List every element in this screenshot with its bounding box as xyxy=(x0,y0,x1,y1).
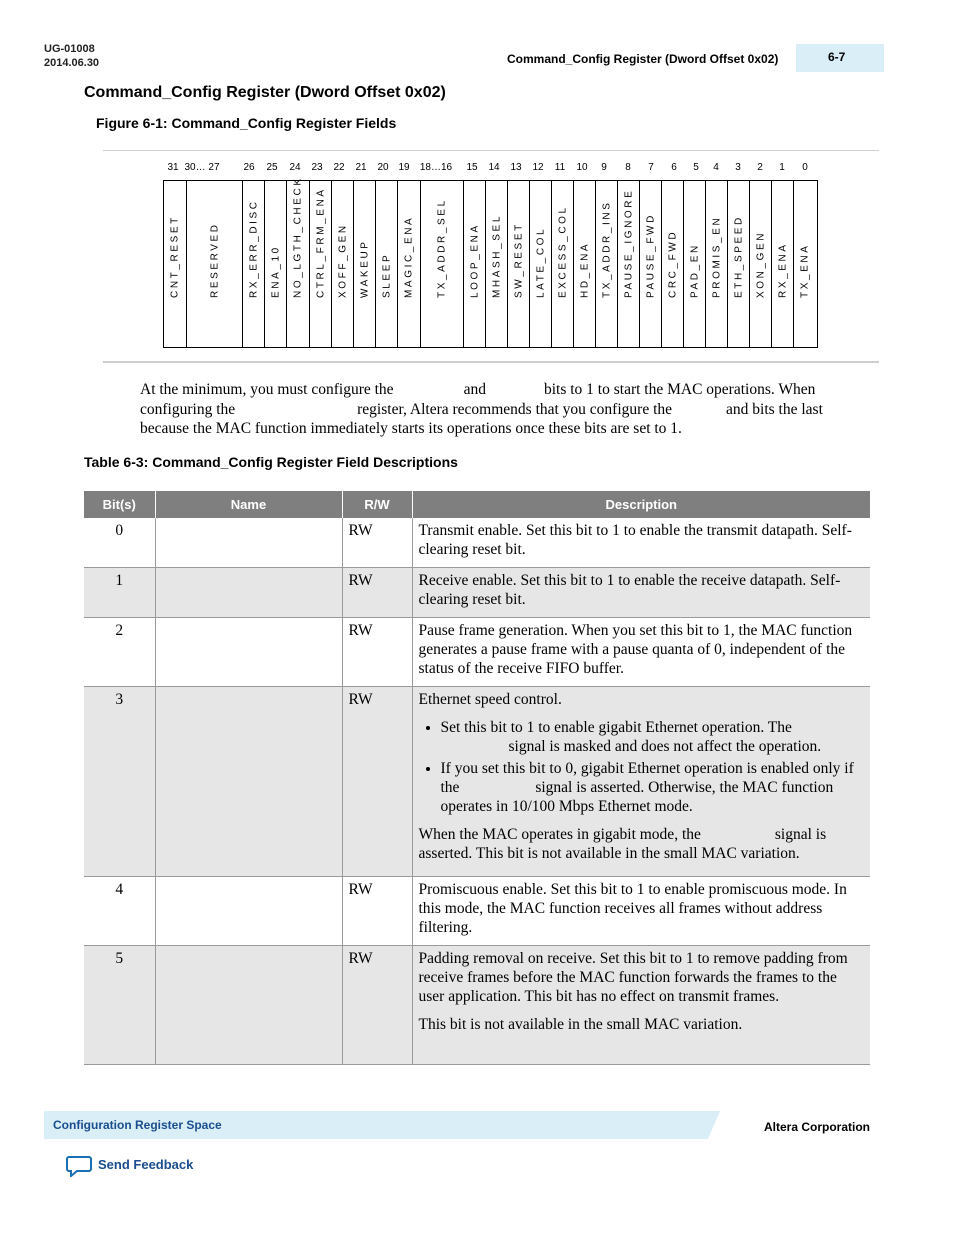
register-field-label: PAUSE_FWD xyxy=(645,213,656,298)
bullet-text: If you set this bit to 0, gigabit Ethernet operation is enabled only if the xyxy=(440,760,854,796)
register-field xyxy=(727,181,749,347)
register-field-label: TX_ADDR_SEL xyxy=(436,198,448,298)
bullet-text: Set this bit to 1 to enable gigabit Ethernet operation. The xyxy=(440,719,792,736)
bit-number: 12 xyxy=(532,162,544,173)
cell-name xyxy=(155,877,342,946)
cell-rw: RW xyxy=(342,518,412,568)
send-feedback-label[interactable]: Send Feedback xyxy=(98,1157,194,1172)
table-row xyxy=(84,618,870,687)
register-field-label: MHASH_SEL xyxy=(491,214,502,298)
bit-number: 5 xyxy=(693,162,699,173)
col-header-description: Description xyxy=(412,491,870,518)
cell-bit: 2 xyxy=(84,618,155,687)
register-field-label: TX_ADDR_INS xyxy=(601,200,612,298)
footer-company: Altera Corporation xyxy=(764,1120,871,1134)
table-row xyxy=(84,877,870,946)
register-field-label: EXCESS_COL xyxy=(557,205,568,298)
description-text: Transmit enable. Set this bit to 1 to enable the transmit datapath. Self-clearing reset bit. xyxy=(418,522,852,558)
bit-number: 20 xyxy=(377,162,389,173)
bit-number: 26 xyxy=(243,162,255,173)
bit-number: 25 xyxy=(266,162,278,173)
register-field xyxy=(617,181,639,347)
cell-description xyxy=(412,618,870,687)
bit-number: 19 xyxy=(398,162,410,173)
register-field-label: LOOP_ENA xyxy=(469,223,480,298)
register-field xyxy=(186,181,242,347)
description-text: Pause frame generation. When you set this bit to 1, the MAC function generates a pause frame with a pause quanta of 0, independent of the status of the receive FIFO buffer. xyxy=(418,622,853,677)
bit-number: 14 xyxy=(488,162,500,173)
register-field xyxy=(771,181,793,347)
register-field xyxy=(595,181,617,347)
register-diagram xyxy=(163,176,818,348)
tail-text: When the MAC operates in gigabit mode, the xyxy=(418,826,701,843)
cell-rw: RW xyxy=(342,877,412,946)
field-description-table xyxy=(84,491,870,1065)
register-field-label: RX_ENA xyxy=(777,242,788,298)
register-field-label: XOFF_GEN xyxy=(337,223,348,298)
register-field-label: MAGIC_ENA xyxy=(403,215,415,298)
register-field-label: CNT_RESET xyxy=(169,215,181,298)
register-field-label: CTRL_FRM_ENA xyxy=(315,187,326,298)
cell-rw: RW xyxy=(342,946,412,1065)
bit-number: 18…16 xyxy=(419,162,453,173)
bit-number: 10 xyxy=(576,162,588,173)
bit-number: 22 xyxy=(333,162,345,173)
bit-number: 2 xyxy=(757,162,763,173)
cell-bit: 4 xyxy=(84,877,155,946)
running-header-title: Command_Config Register (Dword Offset 0x02) xyxy=(507,52,779,66)
description-text: This bit is not available in the small MAC variation. xyxy=(418,1016,743,1033)
register-field xyxy=(683,181,705,347)
register-field xyxy=(331,181,353,347)
table-header-row xyxy=(84,491,870,518)
register-field-label: NO_LGTH_CHECK xyxy=(292,176,304,298)
para-text-5: register, Altera recommends that you configure the xyxy=(357,400,673,418)
register-field xyxy=(397,181,420,347)
bit-number: 24 xyxy=(289,162,301,173)
register-field xyxy=(749,181,771,347)
para-text-4: configuring the xyxy=(140,400,236,418)
cell-bit: 1 xyxy=(84,568,155,618)
register-field-label: ETH_SPEED xyxy=(733,215,744,298)
para-text-3: bits to 1 to start the MAC operations. When xyxy=(543,381,816,398)
doc-id: UG-01008 xyxy=(44,43,95,55)
intro-paragraph xyxy=(140,380,875,439)
register-field xyxy=(420,181,463,347)
bullet-text: signal is asserted. Otherwise, the MAC function operates in 10/100 Mbps Ethernet mode. xyxy=(440,779,834,815)
para-text-1: At the minimum, you must configure the xyxy=(140,381,394,398)
cell-name xyxy=(155,568,342,618)
para-text-6: and xyxy=(726,400,749,418)
register-field-label: HD_ENA xyxy=(579,241,590,298)
table-row xyxy=(84,946,870,1065)
bit-number: 9 xyxy=(601,162,607,173)
footer-section-label[interactable]: Configuration Register Space xyxy=(53,1118,222,1132)
register-field xyxy=(661,181,683,347)
register-field xyxy=(242,181,264,347)
register-field xyxy=(639,181,661,347)
description-text: Promiscuous enable. Set this bit to 1 to enable promiscuous mode. In this mode, the MAC function receives all frames without address filtering. xyxy=(418,881,847,936)
bit-number: 30… 27 xyxy=(184,162,220,173)
register-field xyxy=(264,181,286,347)
register-field-label: PAUSE_IGNORE xyxy=(623,188,634,298)
bit-number: 7 xyxy=(648,162,654,173)
description-intro: Ethernet speed control. xyxy=(418,691,562,708)
register-field-label: SW_RESET xyxy=(513,222,524,298)
cell-name xyxy=(155,618,342,687)
description-tail xyxy=(419,825,865,863)
register-field xyxy=(286,176,309,347)
table-title: Table 6-3: Command_Config Register Field Descriptions xyxy=(84,454,458,470)
bit-number: 0 xyxy=(802,162,808,173)
bit-number-row xyxy=(162,162,822,176)
register-field xyxy=(551,181,573,347)
description-text: Padding removal on receive. Set this bit to 1 to remove padding from receive frames before the MAC function forwards the frames to the user application. This bit has no effect on transmit frames. xyxy=(418,950,848,1005)
register-field xyxy=(463,181,485,347)
register-field-label: WAKEUP xyxy=(359,239,370,298)
figure-bottom-rule xyxy=(103,361,879,363)
register-field-label: LATE_COL xyxy=(535,226,546,298)
footer-section-band xyxy=(44,1111,720,1139)
bullet-item xyxy=(441,718,865,756)
cell-bit: 3 xyxy=(84,687,155,877)
register-field xyxy=(353,181,375,347)
cell-rw: RW xyxy=(342,687,412,877)
page-number-tab xyxy=(796,44,884,72)
cell-description xyxy=(412,568,870,618)
register-field xyxy=(485,181,507,347)
page-number: 6-7 xyxy=(828,50,846,64)
bullet-text: signal is masked and does not affect the operation. xyxy=(508,738,822,755)
bit-number: 21 xyxy=(355,162,367,173)
bit-number: 11 xyxy=(554,162,566,173)
cell-name xyxy=(155,687,342,877)
cell-rw: RW xyxy=(342,568,412,618)
cell-description xyxy=(412,946,870,1065)
bit-number: 8 xyxy=(625,162,631,173)
cell-bit: 0 xyxy=(84,518,155,568)
register-field-label: CRC_FWD xyxy=(667,229,678,298)
bit-number: 1 xyxy=(779,162,785,173)
para-text-2: and xyxy=(463,381,486,398)
table-row xyxy=(84,687,870,877)
table-row xyxy=(84,568,870,618)
register-field xyxy=(793,181,815,347)
cell-description xyxy=(412,877,870,946)
cell-bit: 5 xyxy=(84,946,155,1065)
description-bullets xyxy=(419,718,865,816)
speech-bubble-icon xyxy=(66,1155,92,1177)
bit-number: 13 xyxy=(510,162,522,173)
register-field xyxy=(705,181,727,347)
register-field-label: PROMIS_EN xyxy=(711,215,722,298)
cell-name xyxy=(155,518,342,568)
col-header-bits: Bit(s) xyxy=(84,491,155,518)
doc-date: 2014.06.30 xyxy=(44,57,100,69)
cell-description xyxy=(412,687,870,877)
register-field-label: RESERVED xyxy=(209,222,220,298)
register-field-label: XON_GEN xyxy=(755,230,766,298)
register-field-label: TX_ENA xyxy=(799,243,810,298)
cell-name xyxy=(155,946,342,1065)
para-text-7: bits the last because the MAC function immediately starts its operations once these bits are set to 1. xyxy=(140,400,823,437)
col-header-rw: R/W xyxy=(342,491,412,518)
bit-number: 31 xyxy=(167,162,179,173)
register-field xyxy=(309,181,331,347)
tail-text: signal is asserted. This bit is not available in the small MAC variation. xyxy=(418,826,827,862)
col-header-name: Name xyxy=(155,491,342,518)
register-field xyxy=(507,181,529,347)
register-field xyxy=(573,181,595,347)
bit-number: 4 xyxy=(713,162,719,173)
table-row xyxy=(84,518,870,568)
bit-number: 23 xyxy=(311,162,323,173)
figure-top-rule xyxy=(103,150,879,151)
figure-title: Figure 6-1: Command_Config Register Fields xyxy=(96,115,397,131)
bit-number: 15 xyxy=(466,162,478,173)
register-field xyxy=(375,181,397,347)
description-text: Receive enable. Set this bit to 1 to enable the receive datapath. Self-clearing reset bit. xyxy=(418,572,841,608)
bit-number: 3 xyxy=(735,162,741,173)
doc-id-block xyxy=(44,42,99,70)
register-field-label: SLEEP xyxy=(381,252,392,298)
section-title: Command_Config Register (Dword Offset 0x02) xyxy=(84,84,446,101)
cell-description xyxy=(412,518,870,568)
bit-number: 6 xyxy=(671,162,677,173)
register-field-label: RX_ERR_DISC xyxy=(248,199,259,298)
cell-rw: RW xyxy=(342,618,412,687)
bullet-item xyxy=(441,759,865,816)
register-field xyxy=(164,181,186,347)
register-field xyxy=(529,181,551,347)
register-field-label: PAD_EN xyxy=(689,243,700,298)
register-field-label: ENA_10 xyxy=(270,245,281,298)
